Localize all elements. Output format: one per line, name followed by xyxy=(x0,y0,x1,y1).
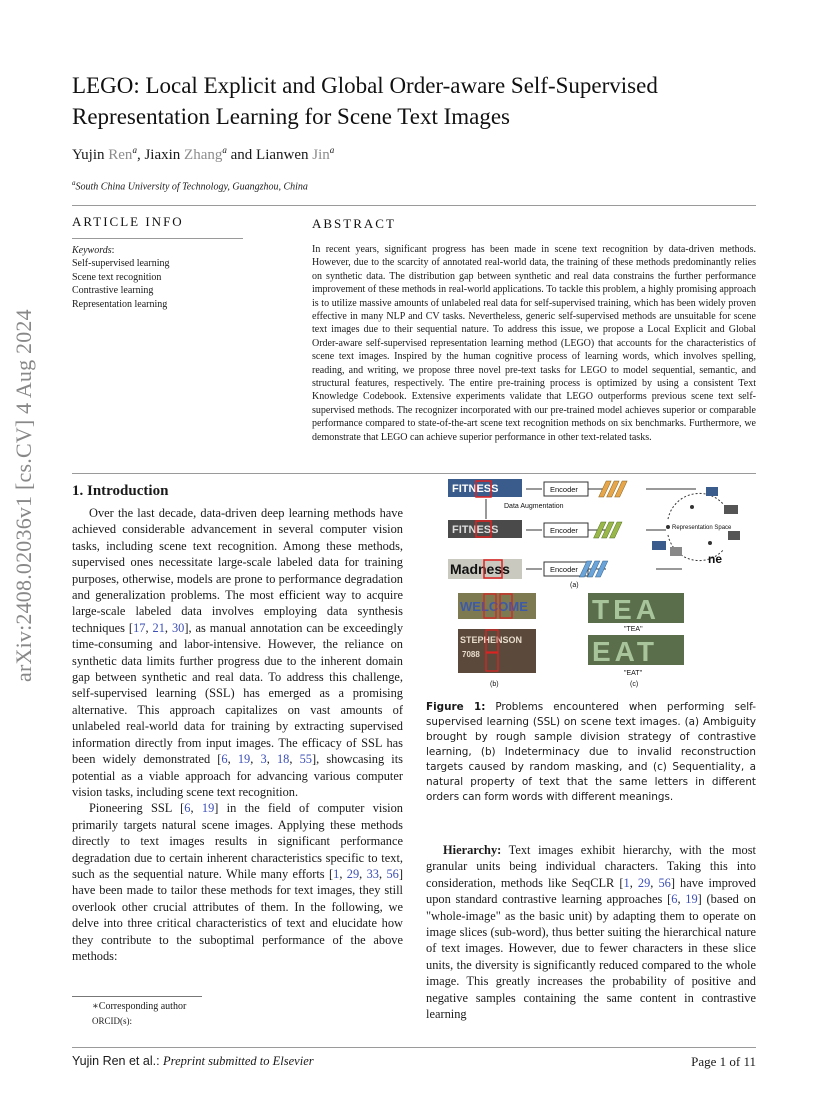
footnotes xyxy=(92,1000,186,1028)
footer-author xyxy=(72,1054,314,1069)
paragraph-text: , xyxy=(677,892,686,907)
citation-link[interactable]: 29 xyxy=(637,875,651,890)
word-image-3-text: Madness xyxy=(450,561,510,577)
paragraph-text: , xyxy=(250,752,261,767)
paragraph-text: Over the last decade, data-driven deep learning methods have achieved considerable advancement in several computer vision tasks, including scene text recognition. Among these methods, supervised ones necessitate large-scale labeled data for training purposes, otherwise, models are prone to performance degradation and generalization problems. The most efficient way to acquire large-scale labeled data involves employing data synthesis techniques [ xyxy=(72,506,403,635)
paragraph-text: ], showcasing its potential as a viable approach for advancing various computer vision tasks, including scene text recognition. xyxy=(72,752,404,799)
author-affil-mark: a xyxy=(132,145,137,155)
paragraph-text: ] (based on "whole-image" as the basic unit) by adapting them to operate on image slices (sub-word), thus better suiting the hierarchical nature of text images. However, due to fewer characters in these slice units, the diversity is significantly reduced compared to the whole image. This greatly increases the probability of positive and negative samples containing the same content in contrastive learning xyxy=(426,892,756,1022)
feature-bars xyxy=(594,522,622,538)
sample-thumb xyxy=(706,487,718,496)
intro-right-column xyxy=(426,842,756,1022)
paragraph-text: , xyxy=(650,875,659,890)
citation-link[interactable]: 56 xyxy=(658,875,671,890)
panel-a-label: (a) xyxy=(570,582,579,589)
eat-label: "EAT" xyxy=(624,670,643,677)
author-first: Lianwen xyxy=(256,147,309,163)
representation-dot xyxy=(708,541,712,545)
citation-link[interactable]: 19 xyxy=(237,752,251,767)
citation-link[interactable]: 30 xyxy=(171,620,185,635)
encoder-label: Encoder xyxy=(550,485,578,494)
paragraph-text: , xyxy=(145,620,153,635)
paragraph xyxy=(426,842,756,1022)
citation-link[interactable]: 18 xyxy=(276,752,290,767)
intro-left-column xyxy=(72,505,403,964)
author-first: Jiaxin xyxy=(144,147,181,163)
keyword: Scene text recognition xyxy=(72,271,162,283)
sample-thumb xyxy=(670,547,682,556)
divider xyxy=(72,205,756,206)
panel-b-label: (b) xyxy=(490,681,499,688)
paragraph-text: ] in the field of computer vision primarily targets natural scene images. Applying these methods directly to text images results in significant performance degradation due to certain inherent characteristics specific to text, such as the sequential nature. While many efforts [ xyxy=(72,801,403,881)
keywords-label: Keywords xyxy=(72,245,112,256)
encoder-label: Encoder xyxy=(550,526,578,535)
citation-link[interactable]: 19 xyxy=(201,801,215,816)
paragraph-text: Pioneering SSL [ xyxy=(89,801,185,816)
crop-image-3-text: 7088 xyxy=(462,650,480,659)
figure-1 xyxy=(446,477,761,690)
sample-thumb xyxy=(724,505,738,514)
citation-link[interactable]: 1 xyxy=(333,866,340,881)
word-image-1-text: FITNESS xyxy=(452,483,499,495)
feature-bars xyxy=(599,481,627,497)
author-separator: , xyxy=(136,147,145,163)
representation-arc xyxy=(668,493,724,519)
footnote-orcid: ORCID(s): xyxy=(92,1016,132,1026)
keyword: Representation learning xyxy=(72,298,168,310)
arxiv-identifier: arXiv:2408.02036v1 [cs.CV] 4 Aug 2024 xyxy=(11,309,36,682)
citation-link[interactable]: 6 xyxy=(184,801,191,816)
author-last: Zhang xyxy=(184,147,223,163)
divider xyxy=(72,238,243,239)
paragraph xyxy=(72,800,403,964)
representation-space-label: Representation Space xyxy=(672,525,732,531)
paragraph-text: , xyxy=(289,752,300,767)
author-first: Yujin xyxy=(72,147,105,163)
citation-link[interactable]: 17 xyxy=(133,620,146,635)
paragraph-text: , xyxy=(629,875,638,890)
paragraph-text: ] have been made to tailor these methods for text images, they still overlook other crucial attributes of them. In the following, we delve into three critical characteristics of text and elucidate how they contribute to the suboptimal performance of the above methods: xyxy=(72,866,403,963)
encoder-label: Encoder xyxy=(550,565,578,574)
caption-text: Problems encountered when performing self-supervised learning (SSL) on scene text images. (a) Ambiguity brought by rough sample division strategy of contrastive learning, (b) Indeterminacy due to invalid reconstruction targets caused by random masking, and (c) Sequentiality, a natural property of text that the same letters in different orders can form words with different meanings. xyxy=(426,701,756,803)
footer-venue: Preprint submitted to Elsevier xyxy=(163,1054,314,1068)
footer-divider xyxy=(72,1047,756,1048)
divider xyxy=(72,473,756,474)
citation-link[interactable]: 33 xyxy=(366,866,379,881)
eat-image-text: EAT xyxy=(592,636,658,667)
citation-link[interactable]: 19 xyxy=(685,892,698,907)
keyword: Contrastive learning xyxy=(72,285,154,297)
citation-link[interactable]: 56 xyxy=(386,866,399,881)
caption-label: Figure 1: xyxy=(426,701,486,713)
abstract-text: In recent years, significant progress has been made in scene text recognition by data-driven methods. However, due to the scarcity of annotated real-world data, the training of these methods predominantly relies on synthetic data. The distribution gap between synthetic and real data constrains the further performance improvement of these methods in real-world applications. To tackle this problem, a highly promising approach is to utilize massive amounts of unlabeled real data for self-supervised training, which has been widely proven effective in many NLP and CV tasks. Nevertheless, generic self-supervised methods are unsuitable for scene text images due to their sequential nature. To address this issue, we propose a Local Explicit and Global Order-aware self-supervised representation learning method (LEGO) that accounts for the characteristics of scene text images. Inspired by the human cognitive process of learning words, which involves spelling, reading, and writing, we propose three novel pre-text tasks for LEGO to model sequential, semantic, and structural features, respectively. The entire pre-training process is optimized by using a consistent Text Knowledge Codebook. Extensive experiments validate that LEGO outperforms previous scene text self-supervised methods. The recognizer incorporated with our pre-trained model achieves superior or comparable performance compared to state-of-the-art scene text recognition methods on six benchmarks. Furthermore, we demonstrate that LEGO can achieve superior performance in other text-related tasks. xyxy=(312,244,756,443)
article-info-heading: ARTICLE INFO xyxy=(72,214,184,229)
ne-sample-text: ne xyxy=(708,552,723,566)
keywords-block: Keywords: Self-supervised learning Scene text recognition Contrastive learning Representation learning xyxy=(72,244,247,311)
author-affil-mark: a xyxy=(329,145,335,155)
paragraph-text: ], as manual annotation can be exceedingly time-consuming and labor-intensive. However, the reliance on synthetic data limits further progress due to the inherent domain gap between synthetic and real data. To address this challenge, self-supervised learning (SSL) has emerged as a promising alternative. This approach capitalizes on vast amounts of unlabeled real-world data for training by extracting supervised information directly from input images. The efficacy of SSL has been widely demonstrated [ xyxy=(72,620,404,767)
citation-link[interactable]: 1 xyxy=(623,875,630,890)
citation-link[interactable]: 6 xyxy=(671,892,678,907)
tea-image-text: TEA xyxy=(592,594,660,625)
paragraph xyxy=(72,505,403,800)
citation-link[interactable]: 3 xyxy=(260,752,267,767)
paragraph-text: , xyxy=(190,801,202,816)
citation-link[interactable]: 21 xyxy=(152,620,165,635)
paragraph-text: , xyxy=(339,866,347,881)
footer-page-number: Page 1 of 11 xyxy=(691,1054,756,1069)
figure-caption xyxy=(426,700,756,805)
paragraph-text: ] have improved upon standard contrastive learning approaches [ xyxy=(426,875,756,907)
paragraph-text: Text images exhibit hierarchy, with the most granular units being individual characters. Taking this into consideration, methods like SeqCLR [ xyxy=(426,843,756,890)
keyword: Self-supervised learning xyxy=(72,258,170,270)
sample-thumb xyxy=(652,541,666,550)
citation-link[interactable]: 55 xyxy=(299,752,312,767)
citation-link[interactable]: 6 xyxy=(221,752,228,767)
tea-label: "TEA" xyxy=(624,626,643,633)
sample-thumb xyxy=(728,531,740,540)
footnote-rule xyxy=(72,996,202,997)
author-last: Ren xyxy=(108,147,133,163)
paragraph-lead: Hierarchy: xyxy=(443,843,502,857)
section-heading: 1. Introduction xyxy=(72,483,169,499)
author-last: Jin xyxy=(312,147,330,163)
footer-author-name: Yujin Ren et al.: xyxy=(72,1054,160,1068)
affiliation-mark: a xyxy=(72,179,76,187)
paragraph-text: , xyxy=(359,866,367,881)
paper-title: LEGO: Local Explicit and Global Order-aware Self-Supervised Representation Learning for Scene Text Images xyxy=(72,73,658,129)
affiliation xyxy=(72,179,308,192)
author-separator: and xyxy=(226,147,257,163)
abstract-heading: ABSTRACT xyxy=(312,216,396,231)
paragraph-text: , xyxy=(227,752,238,767)
crop-image-2-text: STEPHENSON xyxy=(460,635,523,645)
paragraph-text: , xyxy=(266,752,277,767)
footnote-corresponding: ∗Corresponding author xyxy=(92,1001,187,1012)
affiliation-text: South China University of Technology, Guangzhou, China xyxy=(75,181,308,193)
representation-dot xyxy=(690,505,694,509)
panel-c-label: (c) xyxy=(630,681,639,688)
representation-dot xyxy=(666,525,670,529)
author-list xyxy=(72,145,334,164)
crop-image-1-text: WELCOME xyxy=(460,599,528,614)
author-affil-mark: a xyxy=(222,145,227,155)
word-image-2-text: FITNESS xyxy=(452,524,499,536)
paragraph-text: , xyxy=(164,620,172,635)
paragraph-text: , xyxy=(379,866,387,881)
augmentation-label: Data Augmentation xyxy=(504,503,564,510)
citation-link[interactable]: 29 xyxy=(346,866,360,881)
